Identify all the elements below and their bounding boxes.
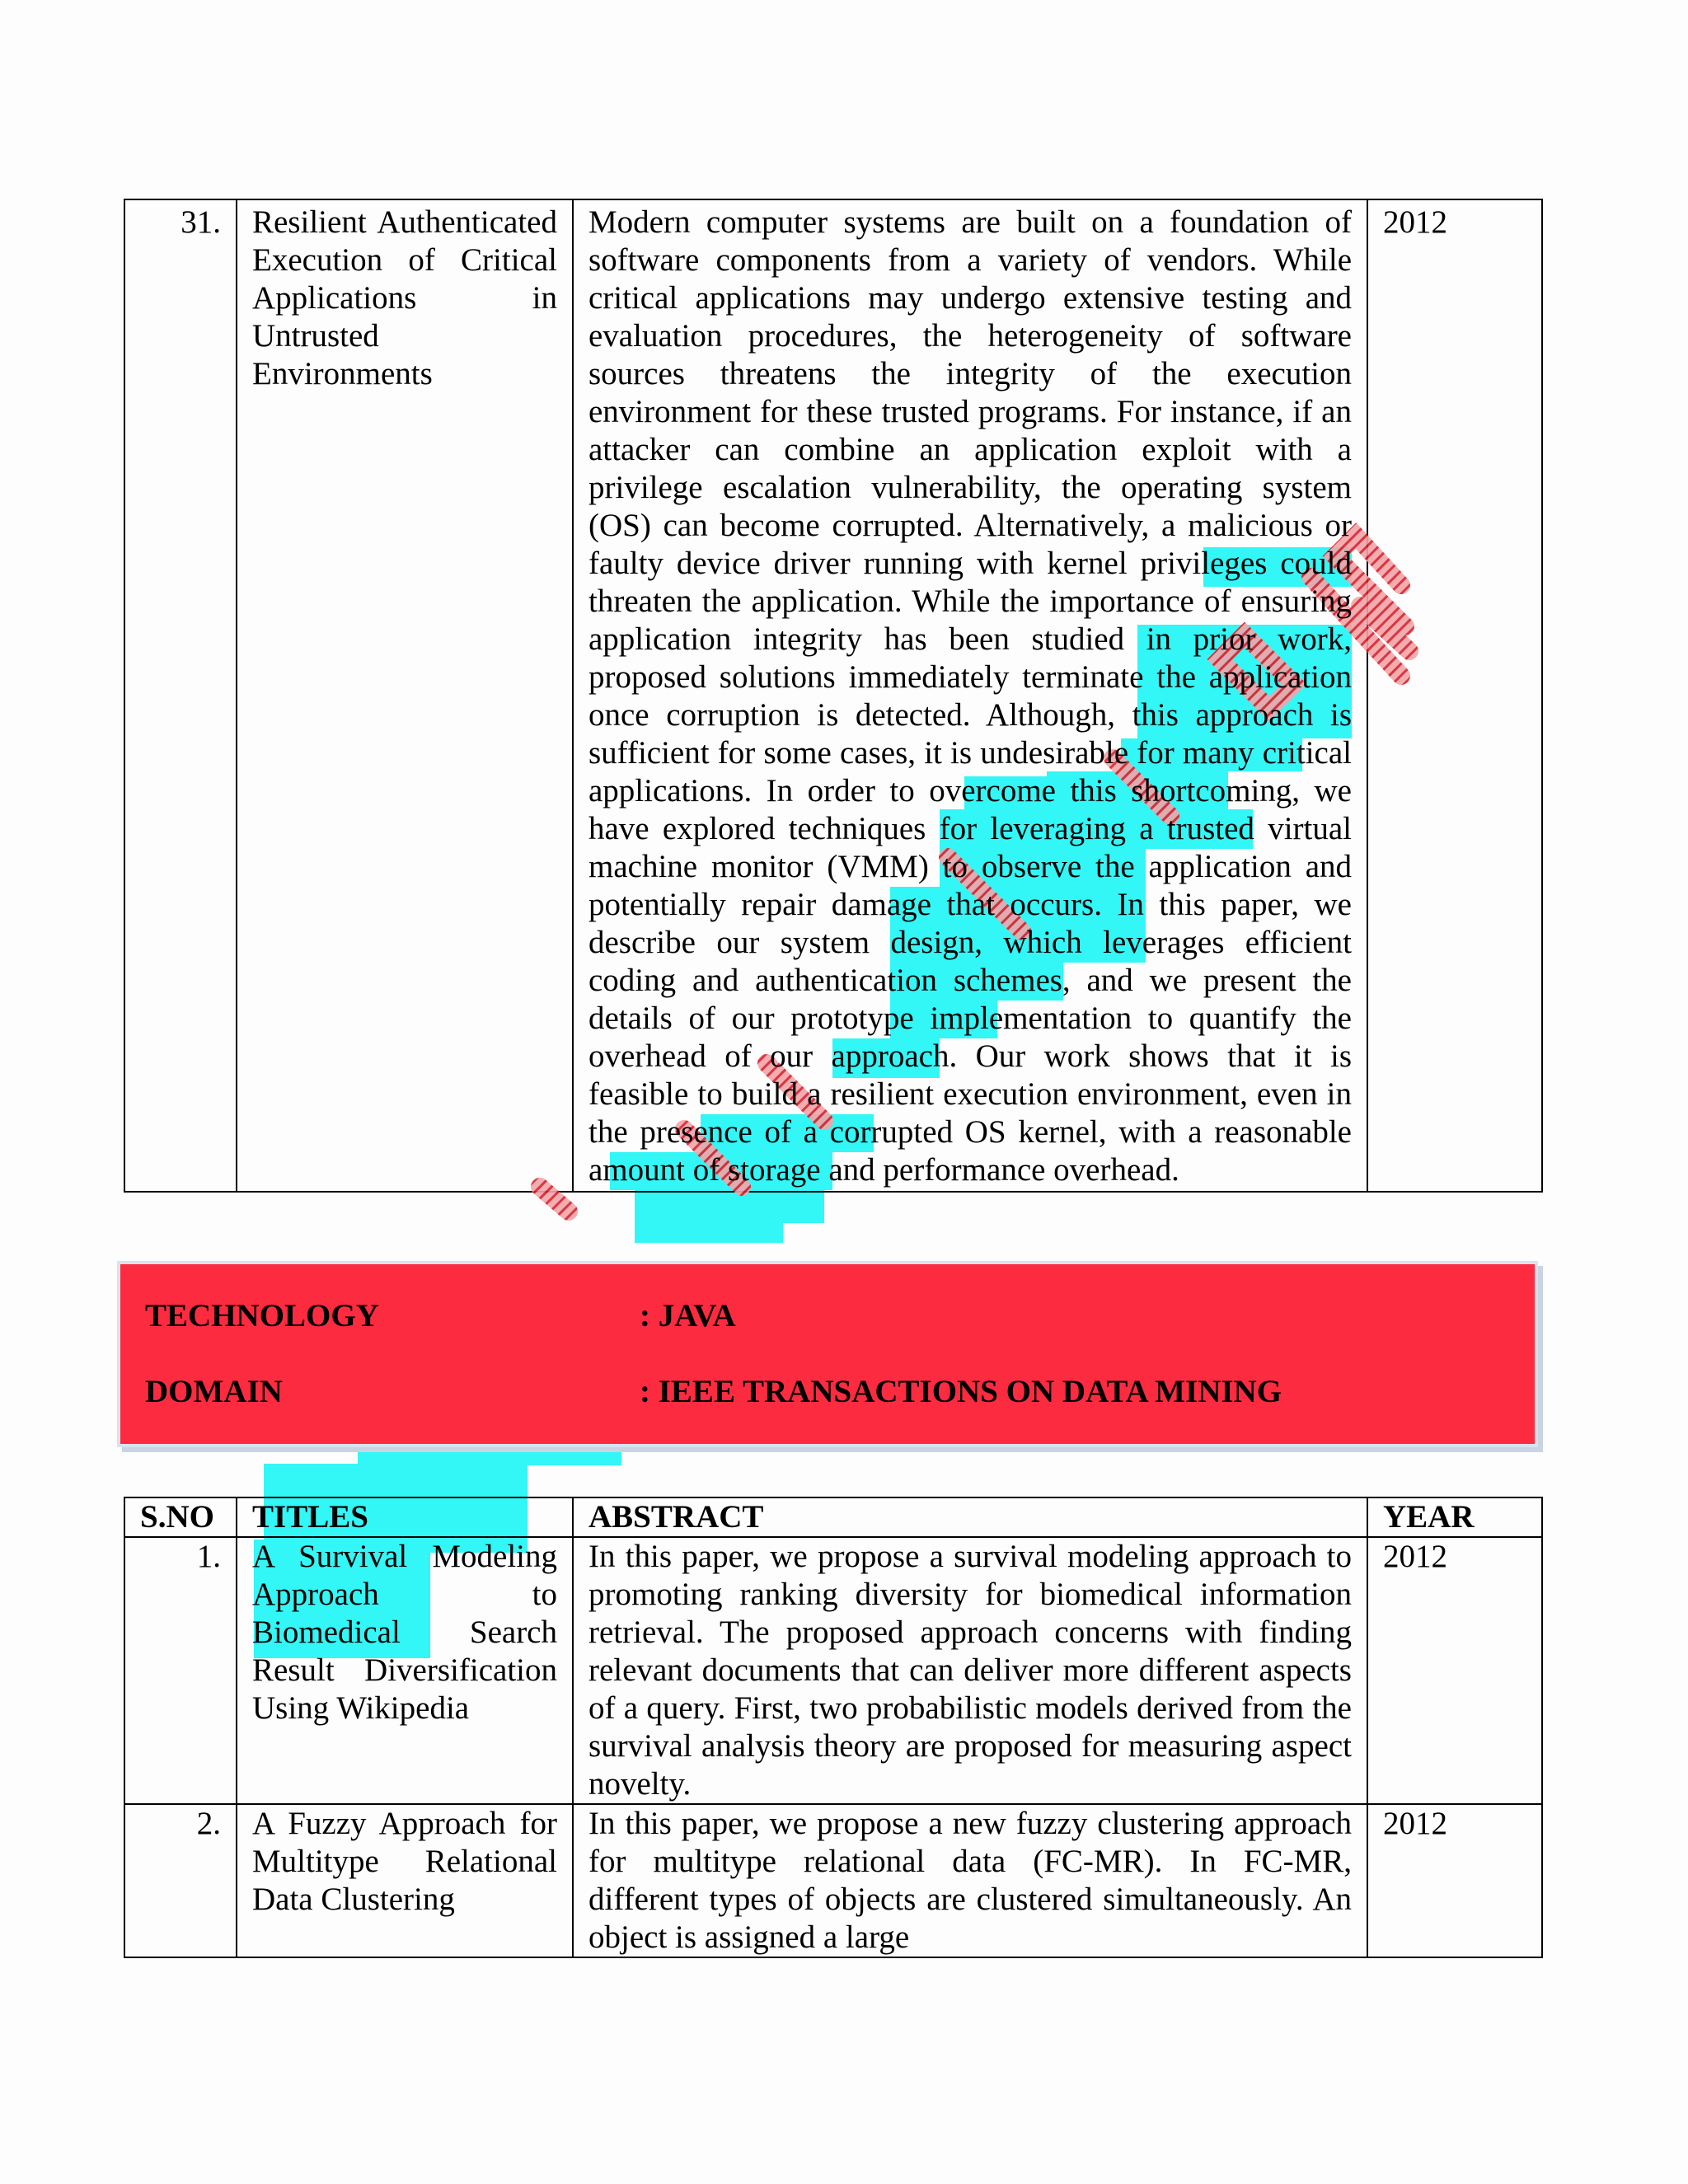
technology-domain-banner xyxy=(117,1261,1538,1447)
header-titles: TITLES xyxy=(237,1497,573,1537)
technology-value: : JAVA xyxy=(640,1298,736,1333)
title-cell: Resilient Authenticated Execution of Critical Applications in Untrusted Environments xyxy=(237,199,573,1192)
title-cell: A Fuzzy Approach for Multitype Relational Data Clustering xyxy=(237,1804,573,1957)
header-sno: S.NO xyxy=(124,1497,237,1537)
table-row xyxy=(124,1537,1542,1804)
abstract-cell: In this paper, we propose a survival modeling approach to promoting ranking diversity for biomedical information retrieval. The proposed approach concerns with finding relevant documents that can deliver more different aspects of a query. First, two probabilistic models derived from the survival analysis theory are proposed for measuring aspect novelty. xyxy=(573,1537,1367,1804)
technology-row xyxy=(145,1297,736,1334)
header-abstract: ABSTRACT xyxy=(573,1497,1367,1537)
serial-number-cell: 2. xyxy=(124,1804,237,1957)
domain-label: DOMAIN xyxy=(145,1374,283,1409)
serial-number-cell: 31. xyxy=(124,199,237,1192)
table-row xyxy=(124,199,1542,1192)
abstract-cell: In this paper, we propose a new fuzzy clustering approach for multitype relational data (FC-MR). In FC-MR, different types of objects are clustered simultaneously. An object is assigned a large xyxy=(573,1804,1367,1957)
table-header-row xyxy=(124,1497,1542,1537)
project-table xyxy=(124,1497,1543,1958)
year-cell: 2012 xyxy=(1367,199,1542,1192)
year-cell: 2012 xyxy=(1367,1537,1542,1804)
table-row xyxy=(124,1804,1542,1957)
technology-label: TECHNOLOGY xyxy=(145,1298,379,1333)
title-cell: A Survival Modeling Approach to Biomedical Search Result Diversification Using Wikipedia xyxy=(237,1537,573,1804)
domain-value: : IEEE TRANSACTIONS ON DATA MINING xyxy=(640,1374,1282,1409)
highlight-block xyxy=(635,1190,824,1223)
serial-number-cell: 1. xyxy=(124,1537,237,1804)
header-year: YEAR xyxy=(1367,1497,1542,1537)
year-cell: 2012 xyxy=(1367,1804,1542,1957)
abstract-cell: Modern computer systems are built on a foundation of software components from a variety of vendors. While critical applications may undergo extensive testing and evaluation procedures, the heterogeneity of software sources threatens the integrity of the execution environment for these trusted programs. For instance, if an attacker can combine an application exploit with a privilege escalation vulnerability, the operating system (OS) can become corrupted. Alternatively, a malicious or faulty device driver running with kernel privileges could threaten the application. While the importance of ensuring application integrity has been studied in prior work, proposed solutions immediately terminate the application once corruption is detected. Although, this approach is sufficient for some cases, it is undesirable for many critical applications. In order to overcome this shortcoming, we have explored techniques for leveraging a trusted virtual machine monitor (VMM) to observe the application and potentially repair damage that occurs. In this paper, we describe our system design, which leverages efficient coding and authentication schemes, and we present the details of our prototype implementation to quantify the overhead of our approach. Our work shows that it is feasible to build a resilient execution environment, even in the presence of a corrupted OS kernel, with a reasonable amount of storage and performance overhead. xyxy=(573,199,1367,1192)
highlight-block xyxy=(635,1223,783,1243)
domain-row xyxy=(145,1373,1282,1410)
project-table-continued xyxy=(124,199,1543,1193)
